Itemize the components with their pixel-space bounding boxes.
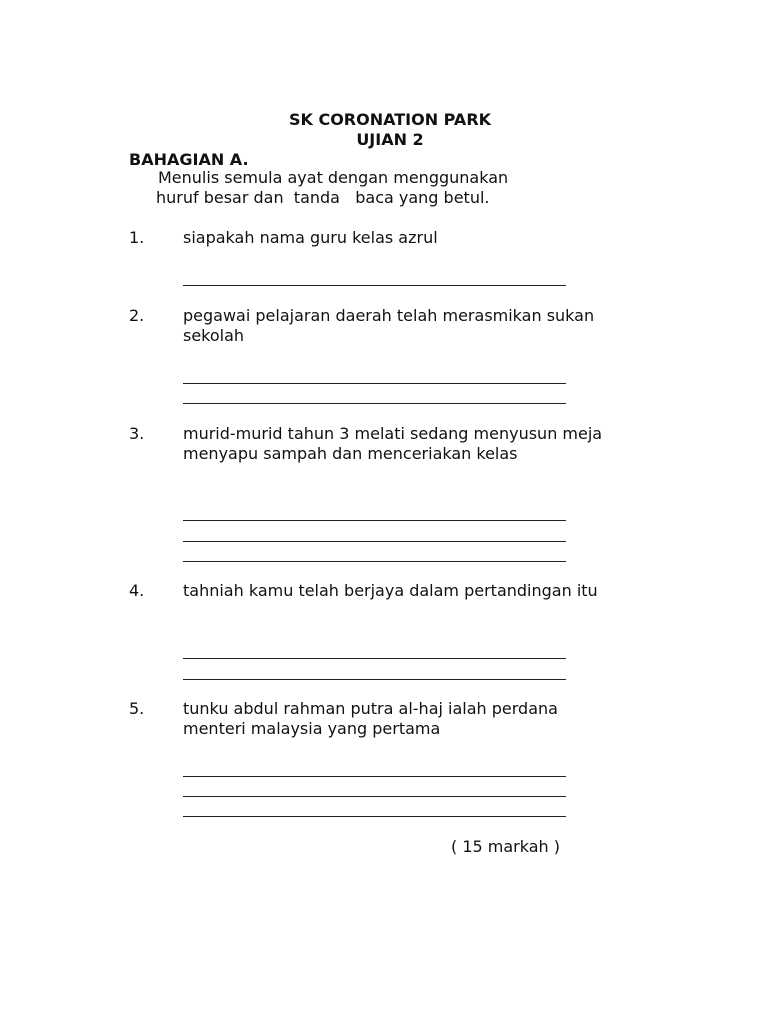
question-5-text: tunku abdul rahman putra al-haj ialah perdana menteri malaysia yang pertama	[183, 699, 558, 738]
question-2-number: 2.	[129, 306, 145, 325]
question-1-number: 1.	[129, 228, 145, 247]
question-5-number: 5.	[129, 699, 145, 718]
section-heading: BAHAGIAN A.	[129, 150, 249, 169]
question-5-answer-line-3[interactable]	[183, 816, 566, 817]
question-2-answer-line-1[interactable]	[183, 383, 566, 384]
instruction-line-1: Menulis semula ayat dengan menggunakan	[158, 168, 509, 187]
question-4-answer-line-1[interactable]	[183, 658, 566, 659]
question-4-number: 4.	[129, 581, 145, 600]
question-5-answer-line-1[interactable]	[183, 776, 566, 777]
school-name: SK CORONATION PARK	[288, 110, 492, 129]
total-marks: ( 15 markah )	[451, 837, 560, 856]
instruction-line-2: huruf besar dan tanda baca yang betul.	[156, 188, 490, 207]
question-2-text: pegawai pelajaran daerah telah merasmikan sukan sekolah	[183, 306, 595, 345]
question-3-answer-line-3[interactable]	[183, 561, 566, 562]
question-1-answer-line-1[interactable]	[183, 285, 566, 286]
question-5-answer-line-2[interactable]	[183, 796, 566, 797]
question-4-answer-line-2[interactable]	[183, 679, 566, 680]
question-3-text: murid-murid tahun 3 melati sedang menyusun meja menyapu sampah dan menceriakan kelas	[183, 424, 603, 463]
test-title: UJIAN 2	[356, 130, 424, 149]
question-3-answer-line-2[interactable]	[183, 541, 566, 542]
question-3-answer-line-1[interactable]	[183, 520, 566, 521]
question-2-answer-line-2[interactable]	[183, 403, 566, 404]
question-4-text: tahniah kamu telah berjaya dalam pertandingan itu	[183, 581, 598, 600]
question-1-text: siapakah nama guru kelas azrul	[183, 228, 438, 247]
question-3-number: 3.	[129, 424, 145, 443]
